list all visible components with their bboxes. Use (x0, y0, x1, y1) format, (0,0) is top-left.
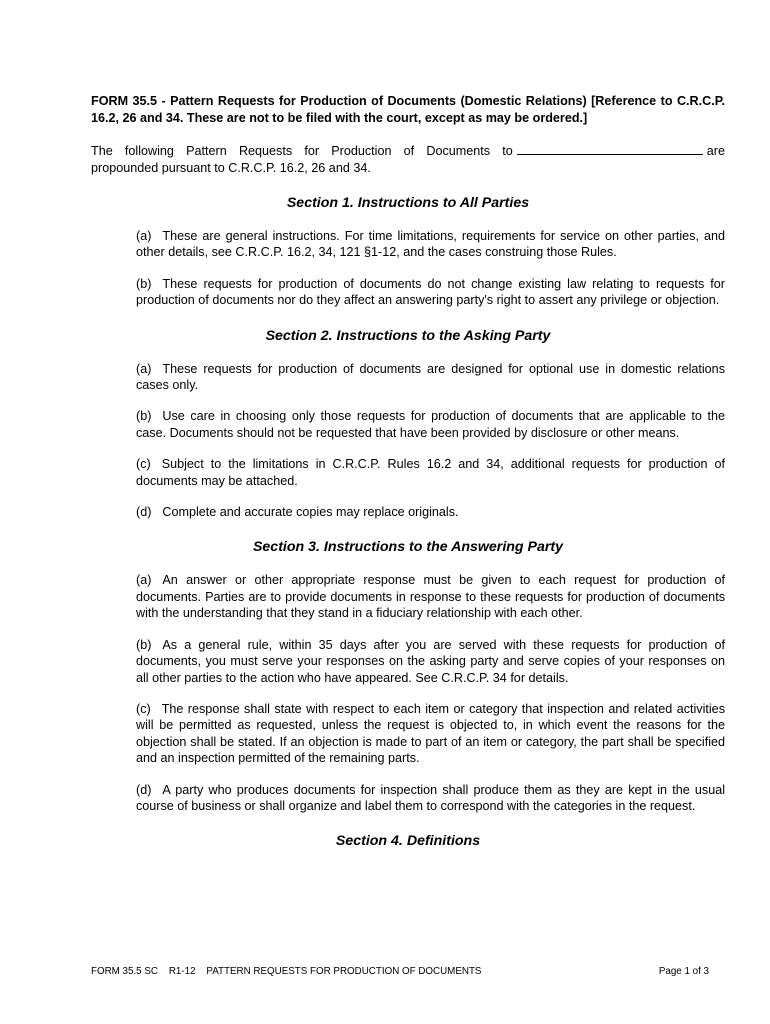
para-text: These requests for production of documents do not change existing law relating to requests for production of documents nor do they affect an answering party's right to assert any privilege or objection. (136, 276, 725, 308)
section-2-para-a (136, 361, 725, 394)
footer-form-id: FORM 35.5 SC R1-12 PATTERN REQUESTS FOR PRODUCTION OF DOCUMENTS (91, 966, 482, 977)
section-1-para-b (136, 276, 725, 309)
section-2-heading: Section 2. Instructions to the Asking Party (265, 327, 551, 344)
para-label: (a) (136, 361, 152, 376)
section-4-heading: Section 4. Definitions (335, 833, 481, 850)
section-3-para-b (136, 637, 725, 686)
intro-text-before: The following Pattern Requests for Production of Documents to (91, 144, 513, 158)
para-text: These requests for production of documents are designed for optional use in domestic relations cases only. (136, 361, 725, 393)
section-1-para-a (136, 228, 725, 261)
document-page (91, 93, 725, 866)
para-text: As a general rule, within 35 days after you are served with these requests for production of documents, you must serve your responses on the asking party and serve copies of your responses on all other parties to the action who have appeared. See C.R.C.P. 34 for details. (136, 637, 725, 685)
section-2-para-c (136, 456, 725, 489)
para-text: A party who produces documents for inspection shall produce them as they are kept in the usual course of business or shall organize and label them to correspond with the categories in the request. (136, 782, 725, 813)
form-title: FORM 35.5 - Pattern Requests for Production of Documents (Domestic Relations) [Reference to C.R.C.P. 16.2, 26 and 34. These are not to be filed with the court, except as may be ordered.] (91, 94, 725, 125)
para-label: (a) (136, 229, 152, 243)
para-label: (d) (136, 505, 152, 520)
section-2-para-d (136, 504, 725, 520)
para-text: These are general instructions. For time limitations, requirements for service on other parties, and other details, see C.R.C.P. 16.2, 34, 121 §1-12, and the cases construing those Rules. (136, 229, 725, 260)
section-3-para-d (136, 782, 725, 815)
para-text: Complete and accurate copies may replace originals. (162, 505, 459, 520)
para-label: (a) (136, 573, 152, 588)
para-label: (b) (136, 637, 152, 652)
para-label: (c) (136, 701, 151, 716)
section-3-para-c (136, 701, 725, 767)
para-label: (d) (136, 782, 152, 797)
recipient-blank-line (517, 143, 703, 155)
section-1-heading: Section 1. Instructions to All Parties (286, 195, 530, 211)
para-text: Subject to the limitations in C.R.C.P. Rules 16.2 and 34, additional requests for production of documents may be attached. (136, 457, 725, 488)
section-2-para-b (136, 408, 725, 441)
intro-text-after: are propounded pursuant to C.R.C.P. 16.2, 26 and 34. (91, 144, 725, 175)
para-label: (c) (136, 457, 151, 472)
intro-paragraph (91, 143, 725, 176)
section-3-heading: Section 3. Instructions to the Answering Party (252, 539, 564, 556)
footer-page-number: Page 1 of 3 (658, 966, 709, 977)
para-label: (b) (136, 276, 152, 291)
para-text: Use care in choosing only those requests for production of documents that are applicable to the case. Documents should not be requested that have been provided by disclosure or other means. (136, 409, 725, 440)
para-label: (b) (136, 409, 152, 424)
section-3-para-a (136, 572, 725, 621)
para-text: An answer or other appropriate response must be given to each request for production of documents. Parties are to provide documents in response to these requests for production of documents with the understanding that they stand in a fiduciary relationship with each other. (136, 573, 725, 621)
para-text: The response shall state with respect to each item or category that inspection and related activities will be permitted as requested, unless the request is objected to, in which event the reasons for the objection shall be stated. If an objection is made to part of an item or category, the part shall be specified and an inspection permitted of the remaining parts. (136, 701, 725, 766)
